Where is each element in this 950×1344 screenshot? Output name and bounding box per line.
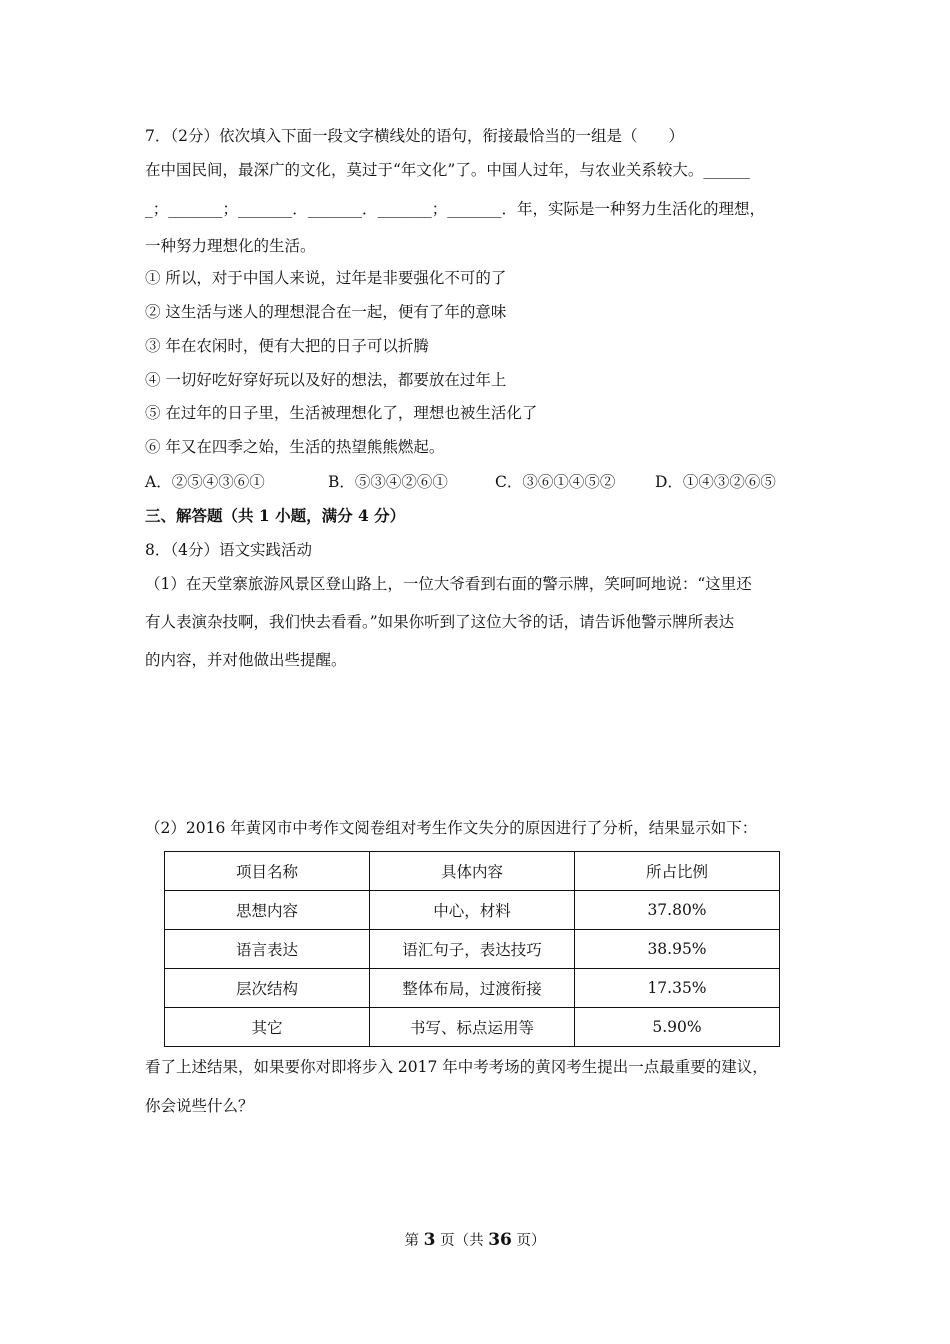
q8-part2-intro: （2）2016 年黄冈市中考作文阅卷组对考生作文失分的原因进行了分析，结果显示如下： [145, 819, 758, 837]
q7-options [145, 472, 776, 492]
table-cell: 整体布局，过渡衔接 [370, 969, 575, 1008]
q8-part2-question-line-2: 你会说些什么？ [145, 1097, 254, 1115]
table-cell: 5.90% [575, 1008, 780, 1047]
q7-item-4: ④ 一切好吃好穿好玩以及好的想法，都要放在过年上 [145, 371, 507, 389]
table-header-cell: 项目名称 [165, 852, 370, 891]
table-cell: 思想内容 [165, 891, 370, 930]
q7-passage-line-2: _；_______；_______．_______．_______；_______．年，实际是一种努力生活化的理想， [145, 200, 766, 218]
option-b: B．⑤③④②⑥① [328, 473, 448, 491]
table-header-row [165, 852, 780, 891]
q8-part1-line-2: 有人表演杂技啊，我们快去看看。”如果你听到了这位大爷的话，请告诉他警示牌所表达 [145, 613, 735, 631]
footer-mid: 页（共 [440, 1233, 484, 1249]
option-c: C．③⑥①④⑤② [495, 473, 616, 491]
q7-item-1: ① 所以，对于中国人来说，过年是非要强化不可的了 [145, 269, 507, 287]
table-cell: 17.35% [575, 969, 780, 1008]
table-row [165, 969, 780, 1008]
footer-suffix: 页） [516, 1233, 546, 1249]
table-cell: 38.95% [575, 930, 780, 969]
option-d: D．①④③②⑥⑤ [655, 473, 776, 491]
total-page-number: 36 [488, 1230, 512, 1250]
page-footer [0, 1229, 950, 1250]
option-a: A．②⑤④③⑥① [145, 473, 265, 491]
footer-prefix: 第 [404, 1233, 420, 1249]
q8-stem: 8．（4分）语文实践活动 [145, 541, 312, 559]
table-header-cell: 具体内容 [370, 852, 575, 891]
table-row [165, 930, 780, 969]
table-cell: 其它 [165, 1008, 370, 1047]
table-cell: 中心，材料 [370, 891, 575, 930]
q8-part2-question-line-1: 看了上述结果，如果要你对即将步入 2017 年中考考场的黄冈考生提出一点最重要的建议， [145, 1058, 768, 1076]
q7-item-2: ② 这生活与迷人的理想混合在一起，便有了年的意味 [145, 303, 507, 321]
q8-part1-line-3: 的内容，并对他做出些提醒。 [145, 651, 347, 669]
q7-item-6: ⑥ 年又在四季之始，生活的热望熊熊燃起。 [145, 438, 445, 456]
analysis-table [164, 851, 780, 1047]
q7-passage-line-3: 一种努力理想化的生活。 [145, 237, 316, 255]
section-3-heading: 三、解答题（共 1 小题，满分 4 分） [145, 506, 406, 525]
table-cell: 语汇句子，表达技巧 [370, 930, 575, 969]
table-cell: 语言表达 [165, 930, 370, 969]
current-page-number: 3 [423, 1230, 436, 1250]
table-header-cell: 所占比例 [575, 852, 780, 891]
table-cell: 37.80% [575, 891, 780, 930]
q7-stem: 7．（2分）依次填入下面一段文字横线处的语句，衔接最恰当的一组是（ ） [145, 127, 684, 145]
table-cell: 书写、标点运用等 [370, 1008, 575, 1047]
q7-passage-line-1: 在中国民间，最深广的文化，莫过于“年文化”了。中国人过年，与农业关系较大。______ [145, 161, 750, 179]
q8-part1-line-1: （1）在天堂寨旅游风景区登山路上，一位大爷看到右面的警示牌，笑呵呵地说：“这里还 [145, 575, 752, 593]
table-row [165, 891, 780, 930]
table-cell: 层次结构 [165, 969, 370, 1008]
q7-item-5: ⑤ 在过年的日子里，生活被理想化了，理想也被生活化了 [145, 404, 538, 422]
table-row [165, 1008, 780, 1047]
q7-item-3: ③ 年在农闲时，便有大把的日子可以折腾 [145, 337, 429, 355]
